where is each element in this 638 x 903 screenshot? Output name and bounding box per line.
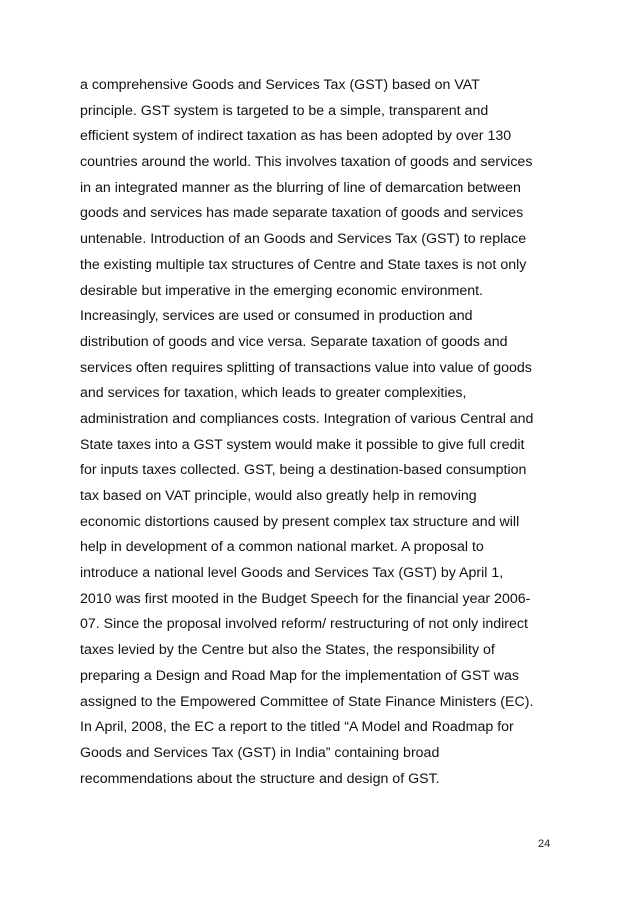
text-line: a comprehensive Goods and Services Tax (GST) based on VAT [80,77,480,93]
page-number: 24 [538,838,551,850]
text-line: assigned to the Empowered Committee of State Finance Ministers (EC). [80,693,534,710]
text-line: principle. GST system is targeted to be a simple, transparent and [80,102,489,119]
text-line: for inputs taxes collected. GST, being a destination-based consumption [80,462,527,479]
text-line: Goods and Services Tax (GST) in India” containing broad [80,744,440,761]
text-line: Increasingly, services are used or consumed in production and [80,308,473,325]
text-line: distribution of goods and vice versa. Separate taxation of goods and [80,333,508,350]
text-line: recommendations about the structure and design of GST. [80,770,440,787]
text-line: administration and compliances costs. Integration of various Central and [80,410,534,427]
text-line: services often requires splitting of transactions value into value of goods [80,359,532,376]
text-line: countries around the world. This involves taxation of goods and services [80,154,533,171]
text-line: 2010 was first mooted in the Budget Speech for the financial year 2006- [80,590,531,607]
text-line: State taxes into a GST system would make it possible to give full credit [80,436,525,453]
text-line: and services for taxation, which leads to greater complexities, [80,385,467,402]
text-line: In April, 2008, the EC a report to the titled “A Model and Roadmap for [80,719,514,736]
text-line: the existing multiple tax structures of Centre and State taxes is not only [80,256,527,273]
text-line: 07. Since the proposal involved reform/ restructuring of not only indirect [80,616,528,633]
text-line: efficient system of indirect taxation as has been adopted by over 130 [80,128,512,145]
text-line: in an integrated manner as the blurring of line of demarcation between [80,179,521,196]
text-line: desirable but imperative in the emerging economic environment. [80,282,483,299]
text-line: goods and services has made separate taxation of goods and services [80,205,524,222]
text-line: untenable. Introduction of an Goods and Services Tax (GST) to replace [80,231,527,248]
text-line: introduce a national level Goods and Services Tax (GST) by April 1, [80,565,504,582]
body-paragraph [80,73,560,792]
text-line: tax based on VAT principle, would also greatly help in removing [80,488,477,504]
text-line: preparing a Design and Road Map for the implementation of GST was [80,667,520,684]
text-line: economic distortions caused by present complex tax structure and will [80,513,520,530]
text-line: help in development of a common national market. A proposal to [80,539,484,556]
text-line: taxes levied by the Centre but also the States, the responsibility of [80,642,495,659]
